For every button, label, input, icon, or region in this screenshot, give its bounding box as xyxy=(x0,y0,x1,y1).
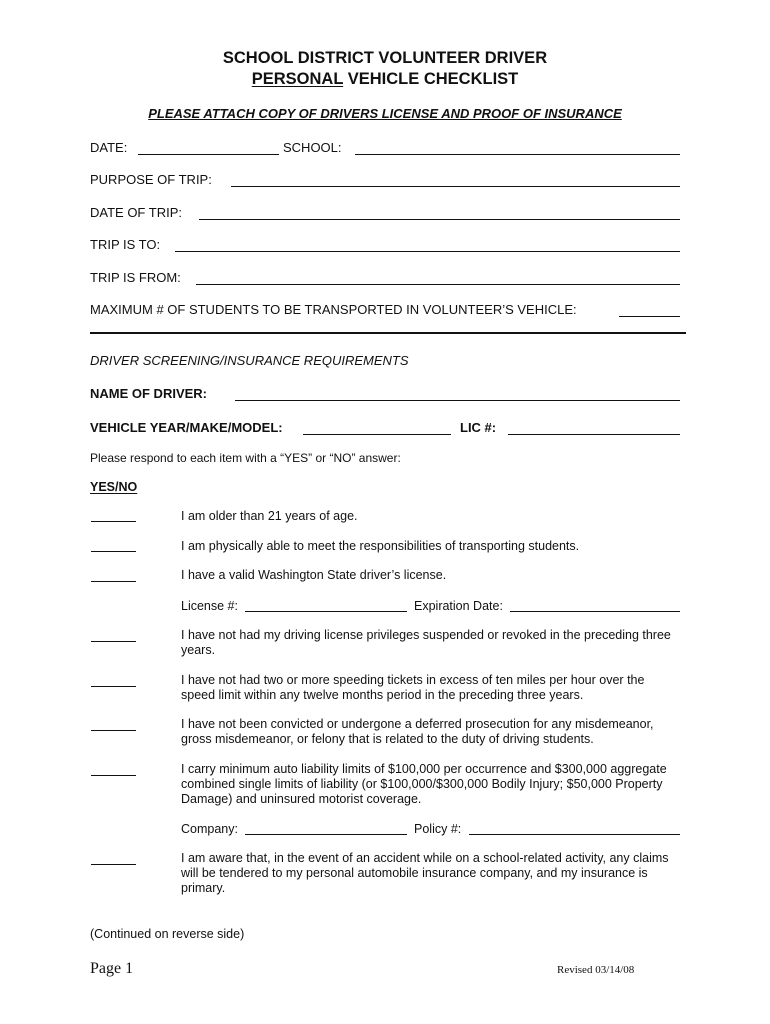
answer-blank[interactable] xyxy=(91,864,136,865)
response-instruction: Please respond to each item with a “YES” or “NO” answer: xyxy=(90,451,401,465)
expiration-date-field[interactable] xyxy=(510,611,680,612)
vehicle-label: VEHICLE YEAR/MAKE/MODEL: xyxy=(90,420,283,435)
checklist-item: I am physically able to meet the responsibilities of transporting students. xyxy=(181,539,580,553)
driver-name-field[interactable] xyxy=(235,400,680,401)
checklist-item: I am aware that, in the event of an accident while on a school-related activity, any claims will be tendered to my personal automobile insurance company, and my insurance is primary. xyxy=(181,851,669,895)
answer-blank[interactable] xyxy=(91,581,136,582)
max-students-label: MAXIMUM # OF STUDENTS TO BE TRANSPORTED IN VOLUNTEER’S VEHICLE: xyxy=(90,302,577,317)
answer-blank[interactable] xyxy=(91,775,136,776)
continued-note: (Continued on reverse side) xyxy=(90,927,245,941)
section-divider xyxy=(90,332,686,334)
date-label: DATE: xyxy=(90,140,128,155)
company-field[interactable] xyxy=(245,834,407,835)
personal-word: PERSONAL xyxy=(251,70,344,88)
company-label: Company: xyxy=(181,822,238,836)
form-title-line2 xyxy=(0,69,770,89)
checklist-item: I am older than 21 years of age. xyxy=(181,509,358,523)
trip-from-label: TRIP IS FROM: xyxy=(90,270,181,285)
answer-blank[interactable] xyxy=(91,730,136,731)
checklist-item: I have not been convicted or undergone a deferred prosecution for any misdemeanor, gross misdemeanor, or felony that is related to the duty of driving students. xyxy=(181,717,654,746)
purpose-label: PURPOSE OF TRIP: xyxy=(90,172,212,187)
title-line2-rest: VEHICLE CHECKLIST xyxy=(343,70,519,88)
checklist-item: I have a valid Washington State driver’s license. xyxy=(181,568,447,582)
page-number: Page 1 xyxy=(90,960,134,977)
revised-date: Revised 03/14/08 xyxy=(557,964,635,976)
trip-from-field[interactable] xyxy=(196,284,680,285)
license-number-label: License #: xyxy=(181,599,238,613)
school-field[interactable] xyxy=(355,154,680,155)
trip-to-label: TRIP IS TO: xyxy=(90,237,161,252)
license-number-field[interactable] xyxy=(245,611,407,612)
yesno-heading: YES/NO xyxy=(90,480,138,494)
answer-blank[interactable] xyxy=(91,551,136,552)
checklist-item: I have not had two or more speeding tickets in excess of ten miles per hour over the speed limit within any twelve months period in the preceding three years. xyxy=(181,673,645,702)
answer-blank[interactable] xyxy=(91,686,136,687)
trip-date-field[interactable] xyxy=(199,219,680,220)
school-label: SCHOOL: xyxy=(283,140,342,155)
max-students-field[interactable] xyxy=(619,316,680,317)
expiration-date-label: Expiration Date: xyxy=(414,599,503,613)
answer-blank[interactable] xyxy=(91,521,136,522)
purpose-field[interactable] xyxy=(231,186,680,187)
trip-date-label: DATE OF TRIP: xyxy=(90,205,182,220)
date-field[interactable] xyxy=(138,154,279,155)
form-title-line1: SCHOOL DISTRICT VOLUNTEER DRIVER xyxy=(222,49,548,67)
checklist-item: I carry minimum auto liability limits of $100,000 per occurrence and $300,000 aggregate combined single limits of liability (or $100,000/$300,000 Bodily Injury; $50,000 Property Damage) and uninsured motorist coverage. xyxy=(181,762,667,806)
answer-blank[interactable] xyxy=(91,641,136,642)
driver-section-heading: DRIVER SCREENING/INSURANCE REQUIREMENTS xyxy=(90,353,409,368)
checklist-item: I have not had my driving license privileges suspended or revoked in the preceding three years. xyxy=(181,628,671,657)
driver-name-label: NAME OF DRIVER: xyxy=(90,386,207,401)
attach-notice: PLEASE ATTACH COPY OF DRIVERS LICENSE AND PROOF OF INSURANCE xyxy=(148,106,622,121)
trip-to-field[interactable] xyxy=(175,251,680,252)
policy-field[interactable] xyxy=(469,834,680,835)
lic-field[interactable] xyxy=(508,434,680,435)
policy-label: Policy #: xyxy=(414,822,462,836)
lic-label: LIC #: xyxy=(460,420,497,435)
vehicle-field[interactable] xyxy=(303,434,451,435)
